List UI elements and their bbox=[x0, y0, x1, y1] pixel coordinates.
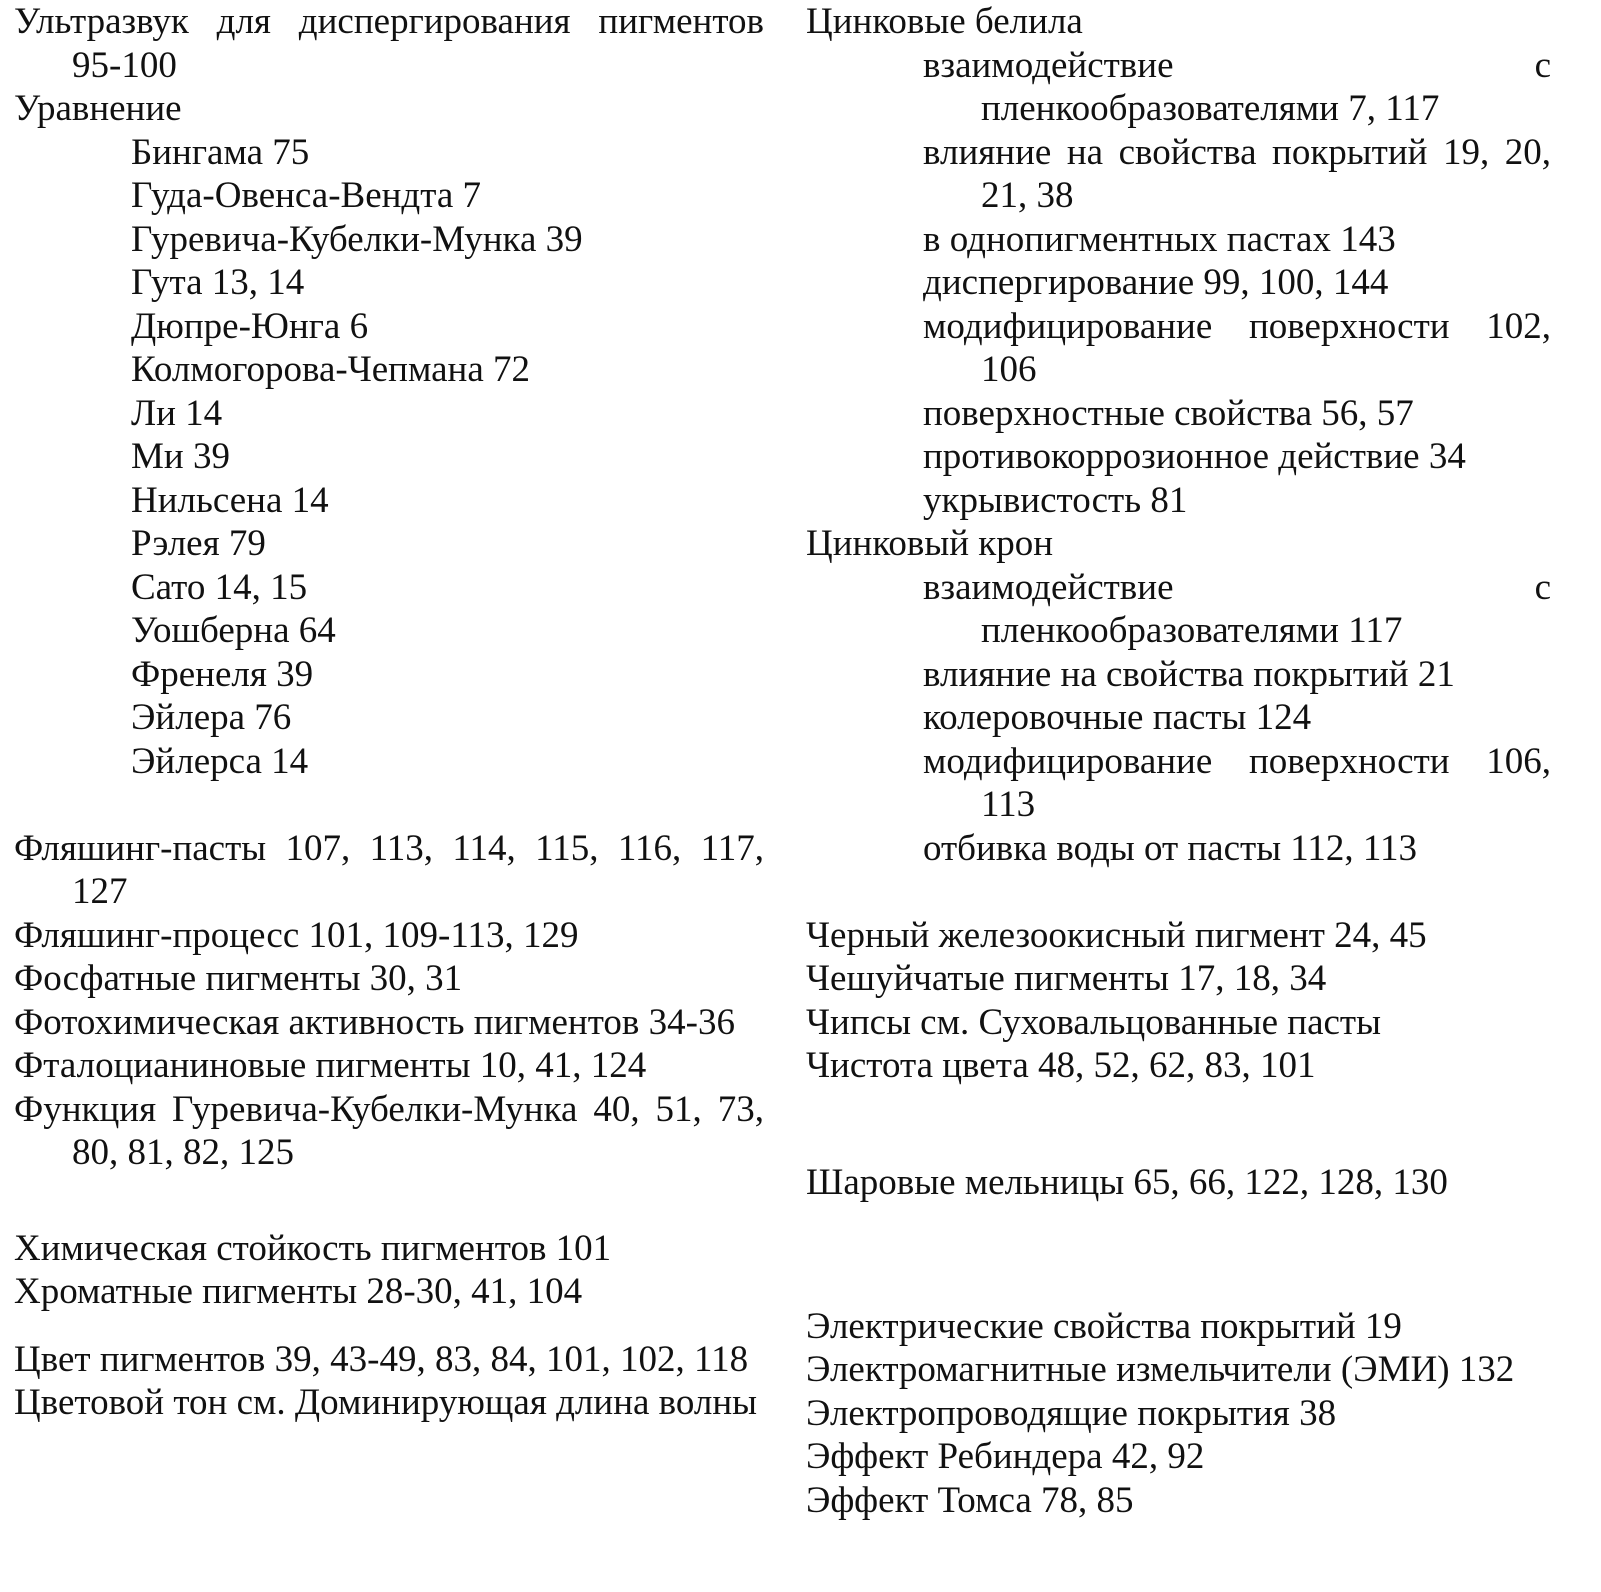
section-gap bbox=[14, 1314, 764, 1338]
section-gap bbox=[806, 870, 1551, 914]
index-subentry: Уошберна 64 bbox=[131, 610, 336, 651]
index-entry: Химическая стойкость пигментов 101 bbox=[14, 1227, 612, 1269]
index-subentry: Колмогорова-Чепмана 72 bbox=[131, 349, 531, 390]
index-subentry: Ми 39 bbox=[131, 436, 230, 477]
index-entry: Функция Гуревича-Кубелки-Мунка 40, 51, 73, 80, 81, 82, 125 bbox=[14, 1088, 764, 1173]
index-subentry: Гуревича-Кубелки-Мунка 39 bbox=[131, 218, 583, 260]
index-entry: Чистота цвета 48, 52, 62, 83, 101 bbox=[806, 1045, 1316, 1086]
index-subentry: Дюпре-Юнга 6 bbox=[131, 305, 369, 347]
index-subentry: противокоррозионное действие 34 bbox=[923, 436, 1466, 477]
index-subentry: Бингама 75 bbox=[131, 131, 310, 173]
index-entry: Цинковый крон bbox=[806, 523, 1054, 564]
index-entry: Черный железоокисный пигмент 24, 45 bbox=[806, 914, 1427, 956]
index-entry: Уравнение bbox=[14, 88, 182, 129]
index-entry: Шаровые мельницы 65, 66, 122, 128, 130 bbox=[806, 1162, 1448, 1204]
index-subentry: взаимодействие с пленкообразователями 117 bbox=[923, 566, 1551, 651]
index-subentry: модифицирование поверхности 102, 106 bbox=[923, 305, 1551, 390]
index-entry: Электромагнитные измельчители (ЭМИ) 132 bbox=[806, 1349, 1515, 1391]
index-entry: Чипсы см. Суховальцованные пасты bbox=[806, 1001, 1381, 1043]
index-subentry: Сато 14, 15 bbox=[131, 566, 308, 608]
index-entry: Фосфатные пигменты 30, 31 bbox=[14, 958, 463, 999]
index-entry: Эффект Ребиндера 42, 92 bbox=[806, 1436, 1205, 1478]
index-subentry: Френеля 39 bbox=[131, 653, 314, 695]
index-entry: Цвет пигментов 39, 43-49, 83, 84, 101, 102, 118 bbox=[14, 1338, 749, 1380]
index-entry: Эффект Томса 78, 85 bbox=[806, 1479, 1134, 1521]
index-column-right bbox=[806, 0, 1551, 1522]
index-subentry: Гута 13, 14 bbox=[131, 262, 305, 303]
index-entry: Хроматные пигменты 28-30, 41, 104 bbox=[14, 1271, 583, 1313]
index-subentry: Нильсена 14 bbox=[131, 479, 329, 521]
index-entry: Фляшинг-процесс 101, 109-113, 129 bbox=[14, 914, 579, 956]
index-subentry: в однопигментных пастах 143 bbox=[923, 218, 1396, 260]
index-entry: Чешуйчатые пигменты 17, 18, 34 bbox=[806, 958, 1327, 999]
index-entry: Фотохимическая активность пигментов 34-36 bbox=[14, 1001, 735, 1043]
index-subentry: диспергирование 99, 100, 144 bbox=[923, 262, 1389, 303]
index-subentry: Ли 14 bbox=[131, 392, 223, 434]
section-gap bbox=[806, 1205, 1551, 1305]
index-subentry: модифицирование поверхности 106, 113 bbox=[923, 740, 1551, 825]
index-subentry: колеровочные пасты 124 bbox=[923, 697, 1312, 738]
index-entry: Цинковые белила bbox=[806, 1, 1083, 42]
index-subentry: влияние на свойства покрытий 21 bbox=[923, 653, 1455, 695]
index-subentry: влияние на свойства покрытий 19, 20, 21, 38 bbox=[923, 131, 1551, 216]
index-entry: Ультразвук для диспергирования пигментов 95-100 bbox=[14, 1, 764, 86]
index-entry: Цветовой тон см. Доминирующая длина волны bbox=[14, 1382, 758, 1424]
index-subentry: Гуда-Овенса-Вендта 7 bbox=[131, 175, 482, 216]
index-column-left bbox=[14, 0, 764, 1425]
index-entry: Фталоцианиновые пигменты 10, 41, 124 bbox=[14, 1045, 647, 1086]
index-entry: Электрические свойства покрытий 19 bbox=[806, 1305, 1402, 1347]
section-gap bbox=[14, 1175, 764, 1227]
index-entry: Фляшинг-пасты 107, 113, 114, 115, 116, 117, 127 bbox=[14, 827, 764, 912]
index-subentry: поверхностные свойства 56, 57 bbox=[923, 392, 1414, 434]
index-subentry: Эйлерса 14 bbox=[131, 740, 309, 782]
section-gap bbox=[14, 783, 764, 827]
index-subentry: укрывистость 81 bbox=[923, 479, 1188, 521]
index-subentry: отбивка воды от пасты 112, 113 bbox=[923, 827, 1418, 869]
index-subentry: Эйлера 76 bbox=[131, 697, 292, 738]
section-gap bbox=[806, 1088, 1551, 1162]
index-entry: Электропроводящие покрытия 38 bbox=[806, 1392, 1337, 1434]
index-subentry: взаимодействие с пленкообразователями 7, 117 bbox=[923, 44, 1551, 129]
index-subentry: Рэлея 79 bbox=[131, 523, 266, 564]
